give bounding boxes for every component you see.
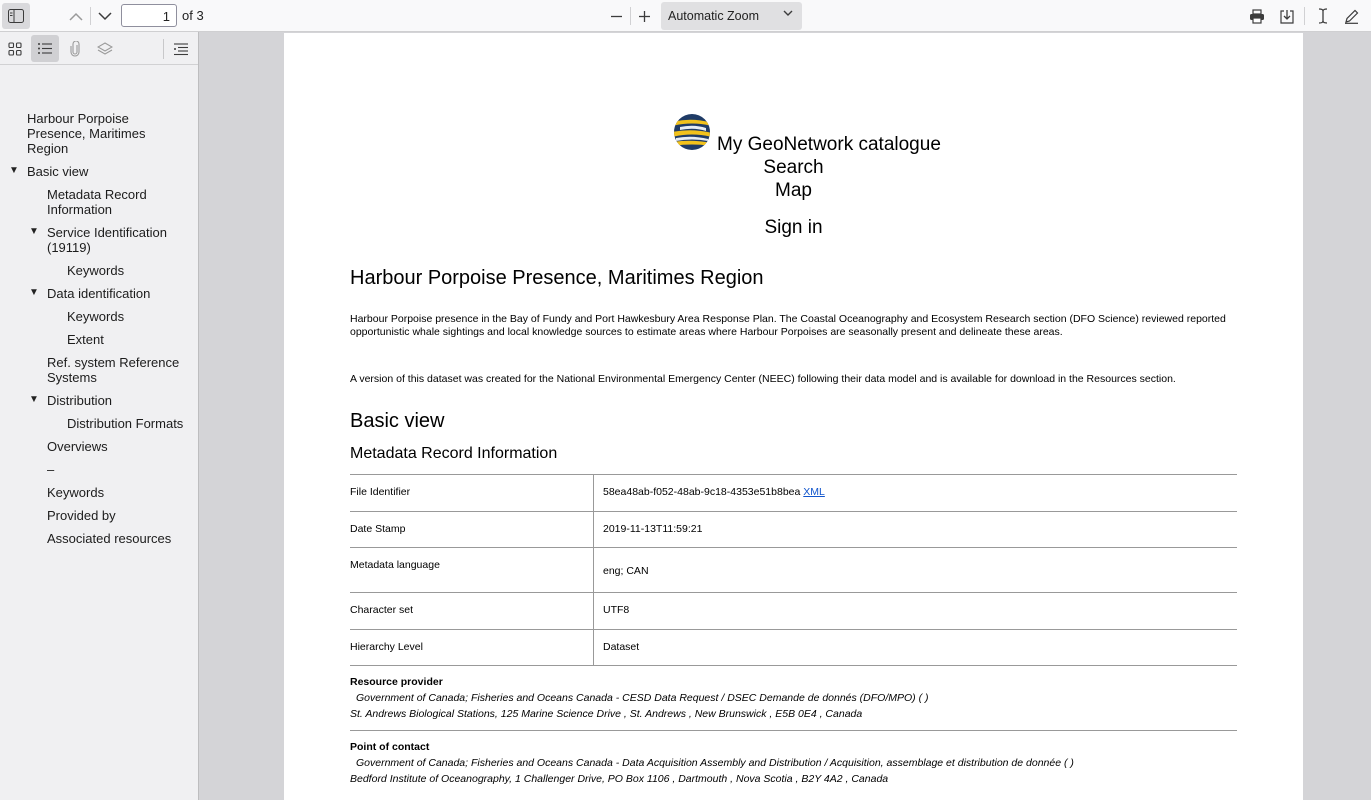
nav-map-link: Map xyxy=(775,180,812,201)
zoom-select[interactable] xyxy=(661,2,802,30)
sidebar-icon xyxy=(8,9,24,23)
row-value-text: 2019-11-13T11:59:21 xyxy=(603,523,703,535)
row-key: Date Stamp xyxy=(350,523,406,535)
outline-item[interactable]: Keywords xyxy=(47,485,105,500)
point-of-contact-label: Point of contact xyxy=(350,741,430,753)
layers-icon xyxy=(97,42,113,56)
download-button[interactable] xyxy=(1273,3,1301,29)
paperclip-icon xyxy=(69,41,81,57)
outline-item[interactable]: Provided by xyxy=(47,508,116,523)
row-value-text: 58ea48ab-f052-48ab-9c18-4353e51b8bea xyxy=(603,486,801,498)
outline-item[interactable]: Keywords xyxy=(67,309,125,324)
row-key: File Identifier xyxy=(350,486,411,498)
thumbnails-tab[interactable] xyxy=(1,35,29,62)
basic-view-heading: Basic view xyxy=(350,410,445,432)
outline-item[interactable]: Metadata Record Information xyxy=(47,187,147,217)
previous-page-button[interactable] xyxy=(62,3,90,29)
geonetwork-logo xyxy=(672,113,712,151)
sidebar-toggle-button[interactable] xyxy=(2,3,30,29)
metadata-table xyxy=(350,474,1237,666)
text-tool-button[interactable] xyxy=(1309,3,1337,29)
outline-expand-toggle[interactable]: ▼ xyxy=(29,394,39,405)
column-divider xyxy=(593,548,594,592)
point-of-contact-address: Bedford Institute of Oceanography, 1 Challenger Drive, PO Box 1106 , Dartmouth , Nova Scotia , B2Y 4A2 , Canada xyxy=(350,773,889,785)
outline-expand-toggle[interactable]: ▼ xyxy=(29,226,39,237)
table-row xyxy=(350,475,1237,512)
text-cursor-icon xyxy=(1317,8,1329,24)
row-value-text: UTF8 xyxy=(603,604,630,616)
zoom-in-button[interactable] xyxy=(630,3,658,29)
outline-item[interactable]: Distribution Formats xyxy=(67,416,184,431)
current-outline-item-button[interactable] xyxy=(167,35,195,62)
download-icon xyxy=(1279,9,1295,24)
next-page-button[interactable] xyxy=(91,3,119,29)
site-title: My GeoNetwork catalogue xyxy=(717,134,941,155)
outline-expand-toggle[interactable]: ▼ xyxy=(29,287,39,298)
divider xyxy=(350,730,1237,731)
minus-icon xyxy=(610,10,623,23)
table-row xyxy=(350,630,1237,666)
outline-item[interactable]: Service Identification (19119) xyxy=(47,225,167,255)
table-row xyxy=(350,512,1237,548)
outline-item[interactable]: – xyxy=(47,462,55,477)
outline-item[interactable]: Overviews xyxy=(47,439,108,454)
row-value xyxy=(603,565,649,577)
page-count-label: of 3 xyxy=(182,8,204,23)
chevron-down-icon xyxy=(783,10,793,17)
outline-item[interactable]: Extent xyxy=(67,332,104,347)
tab-separator xyxy=(163,39,164,59)
column-divider xyxy=(593,512,594,547)
plus-icon xyxy=(638,10,651,23)
row-value xyxy=(603,604,629,616)
outline-expand-toggle[interactable]: ▼ xyxy=(9,165,19,176)
row-value xyxy=(603,486,825,498)
pdf-toolbar xyxy=(0,0,1371,32)
outline-tab[interactable] xyxy=(31,35,59,62)
resource-provider-block xyxy=(350,674,1237,722)
row-value xyxy=(603,641,639,653)
sidebar xyxy=(0,32,199,800)
row-key: Character set xyxy=(350,604,414,616)
printer-icon xyxy=(1249,9,1265,24)
nav-sign-in-link: Sign in xyxy=(764,217,823,238)
zoom-out-button[interactable] xyxy=(602,3,630,29)
chevron-up-icon xyxy=(69,12,83,21)
outline-item[interactable]: Ref. system Reference Systems xyxy=(47,355,180,385)
attachments-tab[interactable] xyxy=(61,35,89,62)
pdf-page xyxy=(284,33,1303,800)
row-value-text: Dataset xyxy=(603,641,640,653)
outline-item[interactable]: Harbour Porpoise Presence, Maritimes Region xyxy=(27,111,146,156)
page-number-input[interactable] xyxy=(121,4,177,27)
row-value-text: eng; CAN xyxy=(603,565,649,577)
table-row xyxy=(350,593,1237,630)
outline-list-icon xyxy=(173,42,189,56)
outline-item[interactable]: Keywords xyxy=(67,263,125,278)
point-of-contact-block xyxy=(350,739,1237,787)
layers-tab[interactable] xyxy=(91,35,119,62)
pencil-icon xyxy=(1344,9,1359,24)
print-button[interactable] xyxy=(1243,3,1271,29)
point-of-contact-org: Government of Canada; Fisheries and Oceans Canada - Data Acquisition Assembly and Distribution / Acquisition, assemblage et distribution de donnée ( ) xyxy=(356,757,1074,769)
column-divider xyxy=(593,630,594,665)
metadata-heading: Metadata Record Information xyxy=(350,445,558,462)
grid-icon xyxy=(8,42,22,56)
outline-item[interactable]: Data identification xyxy=(47,286,151,301)
list-icon xyxy=(37,42,53,55)
row-value xyxy=(603,523,702,535)
outline-item[interactable]: Distribution xyxy=(47,393,113,408)
zoom-select-value: Automatic Zoom xyxy=(668,9,760,23)
column-divider xyxy=(593,593,594,629)
document-title: Harbour Porpoise Presence, Maritimes Region xyxy=(350,267,764,289)
supplemental-paragraph: A version of this dataset was created for the National Environmental Emergency Center (NEEC) following their data model and is available for download in the Resources section. xyxy=(350,373,1176,385)
resource-provider-address: St. Andrews Biological Stations, 125 Marine Science Drive , St. Andrews , New Brunswick , E5B 0E4 , Canada xyxy=(350,708,863,720)
xml-link[interactable]: XML xyxy=(803,486,825,498)
abstract-paragraph: Harbour Porpoise presence in the Bay of Fundy and Port Hawkesbury Area Response Plan. The Coastal Oceanography and Ecosystem Research section (DFO Science) reviewed reported opportunistic whale sightings and local knowledge sources to estimate areas where Harbour Porpoises are seasonally present and delineate these areas. xyxy=(350,313,1226,338)
outline-item[interactable]: Associated resources xyxy=(47,531,172,546)
resource-provider-org: Government of Canada; Fisheries and Oceans Canada - CESD Data Request / DSEC Demande de donnés (DFO/MPO) ( ) xyxy=(356,692,929,704)
chevron-down-icon xyxy=(98,12,112,21)
pdf-viewer[interactable] xyxy=(199,33,1371,800)
row-key: Hierarchy Level xyxy=(350,641,423,653)
column-divider xyxy=(593,475,594,511)
outline-item[interactable]: Basic view xyxy=(27,164,89,179)
row-key: Metadata language xyxy=(350,559,440,571)
sidebar-tabs xyxy=(0,32,198,65)
resource-provider-label: Resource provider xyxy=(350,676,443,688)
toolbar-separator xyxy=(1304,7,1305,25)
nav-search-link: Search xyxy=(763,157,824,178)
table-row xyxy=(350,548,1237,593)
draw-tool-button[interactable] xyxy=(1337,3,1365,29)
